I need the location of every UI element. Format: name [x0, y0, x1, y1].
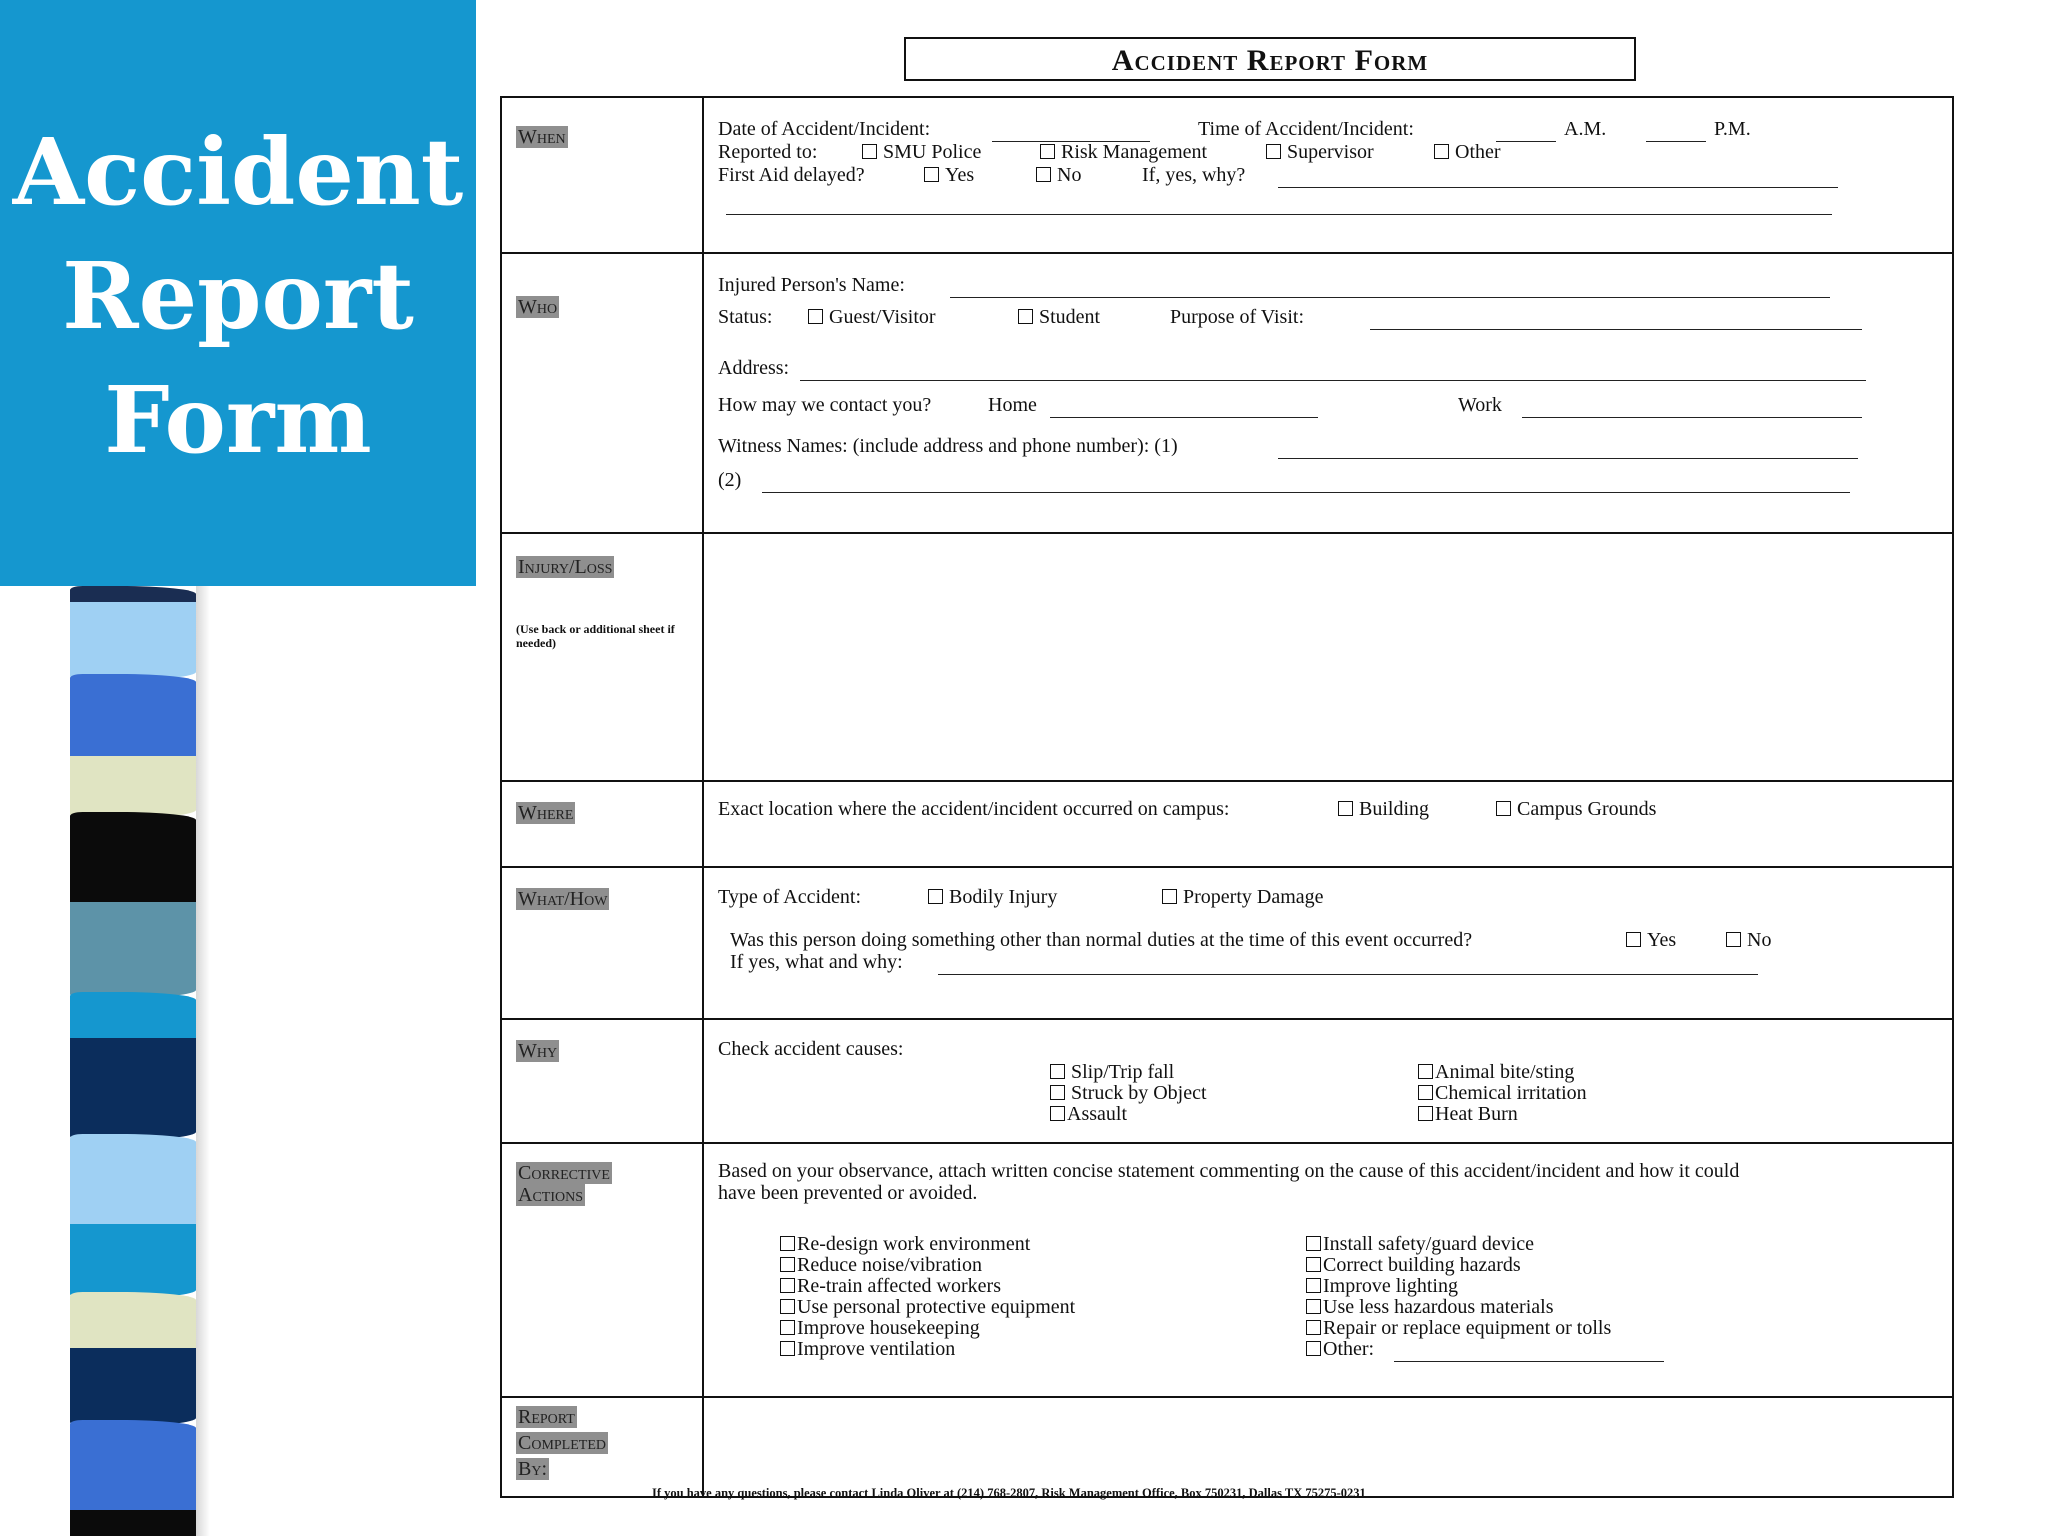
cause-struck-by-object[interactable]	[1050, 1082, 1207, 1105]
injured-name-line[interactable]	[950, 297, 1830, 298]
reported-risk-management[interactable]	[1040, 141, 1207, 164]
action-less-hazardous[interactable]	[1306, 1296, 1553, 1319]
cause-slip-trip[interactable]	[1050, 1061, 1174, 1084]
first-aid-no[interactable]	[1036, 164, 1081, 187]
address-line[interactable]	[800, 380, 1866, 381]
normal-duties-yes[interactable]	[1626, 929, 1676, 952]
contact-footer: If you have any questions, please contact Linda Oliver at (214) 768-2807, Risk Management Office, Box 750231, Dallas TX 75275-0231	[652, 1486, 1366, 1500]
injured-name-label: Injured Person's Name:	[718, 274, 905, 296]
stripe-shadow	[196, 586, 210, 1536]
option-label: Property Damage	[1183, 886, 1324, 908]
checkbox[interactable]	[1418, 1064, 1433, 1079]
section-label-corrective: Corrective	[518, 1162, 610, 1184]
decorative-stripe-column	[70, 586, 196, 1536]
section-where	[502, 782, 1952, 868]
section-label-actions: Actions	[518, 1184, 584, 1206]
work-phone-line[interactable]	[1522, 417, 1862, 418]
section-when	[502, 98, 1952, 254]
checkbox[interactable]	[862, 144, 877, 159]
corrective-instruction-line-1: Based on your observance, attach written concise statement commenting on the cause of this accident/incident and how it could	[718, 1160, 1740, 1182]
option-label: Re-train affected workers	[797, 1275, 1001, 1297]
reported-to-label: Reported to:	[718, 141, 818, 163]
date-label: Date of Accident/Incident:	[718, 118, 931, 140]
option-label: SMU Police	[883, 141, 982, 163]
cause-assault[interactable]	[1050, 1103, 1127, 1126]
slide-title-line-1: Accident	[12, 118, 464, 226]
action-ppe[interactable]	[780, 1296, 1075, 1319]
label-cell	[502, 534, 704, 780]
first-aid-reason-line-2[interactable]	[726, 214, 1832, 215]
why-content	[718, 1020, 1942, 1142]
stripe-band	[70, 992, 196, 1044]
option-label: Assault	[1067, 1103, 1127, 1125]
home-phone-line[interactable]	[1050, 417, 1318, 418]
option-label: Chemical irritation	[1435, 1082, 1587, 1104]
section-label-why: Why	[518, 1040, 558, 1062]
checkbox[interactable]	[1306, 1299, 1321, 1314]
normal-duties-question: Was this person doing something other than normal duties at the time of this event occurred?	[730, 929, 1473, 951]
section-why	[502, 1020, 1952, 1144]
injury-description-area[interactable]	[718, 534, 1942, 780]
reported-supervisor[interactable]	[1266, 141, 1374, 164]
label-cell	[502, 1144, 704, 1396]
checkbox[interactable]	[1040, 144, 1055, 159]
option-label: No	[1747, 929, 1772, 951]
option-label: Improve housekeeping	[797, 1317, 980, 1339]
label-cell	[502, 782, 704, 866]
label-cell	[502, 1020, 704, 1142]
option-label: Yes	[945, 164, 975, 186]
checkbox[interactable]	[1036, 167, 1051, 182]
checkbox[interactable]	[1338, 801, 1353, 816]
label-cell	[502, 98, 704, 252]
checkbox[interactable]	[928, 889, 943, 904]
section-injury-loss	[502, 534, 1952, 782]
when-content	[718, 98, 1942, 252]
option-label: Slip/Trip fall	[1071, 1061, 1175, 1083]
first-aid-label: First Aid delayed?	[718, 164, 865, 186]
corrective-content	[718, 1144, 1942, 1396]
checkbox[interactable]	[1418, 1085, 1433, 1100]
corrective-instruction-line-2: have been prevented or avoided.	[718, 1182, 978, 1204]
checkbox[interactable]	[1306, 1341, 1321, 1356]
if-yes-why-label: If, yes, why?	[1142, 164, 1246, 186]
action-retrain[interactable]	[780, 1275, 1001, 1298]
label-cell	[502, 254, 704, 532]
checkbox[interactable]	[1018, 309, 1033, 324]
witness-label: Witness Names: (include address and phone number): (1)	[718, 435, 1178, 457]
stripe-band	[70, 1348, 196, 1426]
time-am-input-line[interactable]	[1496, 141, 1556, 142]
location-campus-grounds[interactable]	[1496, 798, 1656, 821]
injury-note: (Use back or additional sheet if needed)	[516, 622, 675, 650]
where-content	[718, 782, 1942, 866]
status-label: Status:	[718, 306, 773, 328]
work-label: Work	[1458, 394, 1502, 416]
section-report-completed-by	[502, 1398, 1952, 1496]
contact-label: How may we contact you?	[718, 394, 932, 416]
witness-2-label: (2)	[718, 469, 742, 491]
stripe-band	[70, 1134, 196, 1230]
checkbox[interactable]	[808, 309, 823, 324]
checkbox[interactable]	[780, 1299, 795, 1314]
stripe-band	[70, 1038, 196, 1140]
action-repair-equipment[interactable]	[1306, 1317, 1611, 1340]
accident-report-form	[500, 96, 1954, 1498]
section-label-by: By:	[518, 1458, 548, 1480]
option-label: Heat Burn	[1435, 1103, 1518, 1125]
stripe-band	[70, 602, 196, 680]
option-label: Improve ventilation	[797, 1338, 956, 1360]
label-cell	[502, 868, 704, 1018]
address-label: Address:	[718, 357, 790, 379]
first-aid-yes[interactable]	[924, 164, 974, 187]
checkbox[interactable]	[1050, 1085, 1065, 1100]
option-label: Reduce noise/vibration	[797, 1254, 982, 1276]
reported-smu-police[interactable]	[862, 141, 981, 164]
checkbox[interactable]	[924, 167, 939, 182]
stripe-band	[70, 902, 196, 998]
stripe-band	[70, 1420, 196, 1516]
slide-title-line-2: Report	[62, 242, 414, 350]
what-why-line[interactable]	[938, 974, 1758, 975]
causes-label: Check accident causes:	[718, 1038, 904, 1060]
checkbox[interactable]	[780, 1341, 795, 1356]
section-what-how	[502, 868, 1952, 1020]
status-guest-visitor[interactable]	[808, 306, 936, 329]
witness-1-line[interactable]	[1278, 458, 1858, 459]
reported-other[interactable]	[1434, 141, 1501, 164]
location-label: Exact location where the accident/incident occurred on campus:	[718, 798, 1230, 820]
am-label: A.M.	[1564, 118, 1607, 140]
checkbox[interactable]	[1726, 932, 1741, 947]
section-who	[502, 254, 1952, 534]
checkbox[interactable]	[780, 1257, 795, 1272]
option-label: No	[1057, 164, 1082, 186]
time-pm-input-line[interactable]	[1646, 141, 1706, 142]
option-label: Re-design work environment	[797, 1233, 1031, 1255]
option-label: Use personal protective equipment	[797, 1296, 1076, 1318]
option-label: Yes	[1647, 929, 1677, 951]
what-why-label: If yes, what and why:	[730, 951, 903, 973]
accident-type-label: Type of Accident:	[718, 886, 861, 908]
stripe-band	[70, 674, 196, 762]
action-other[interactable]	[1306, 1338, 1374, 1361]
checkbox[interactable]	[1162, 889, 1177, 904]
section-label-where: Where	[518, 802, 574, 824]
cause-animal-bite[interactable]	[1418, 1061, 1574, 1084]
location-building[interactable]	[1338, 798, 1429, 821]
option-label: Correct building hazards	[1323, 1254, 1521, 1276]
option-label: Struck by Object	[1071, 1082, 1207, 1104]
action-ventilation[interactable]	[780, 1338, 955, 1361]
stripe-band	[70, 812, 196, 908]
first-aid-reason-line[interactable]	[1278, 187, 1838, 188]
option-label: Use less hazardous materials	[1323, 1296, 1554, 1318]
checkbox[interactable]	[1626, 932, 1641, 947]
normal-duties-no[interactable]	[1726, 929, 1771, 952]
cause-heat-burn[interactable]	[1418, 1103, 1518, 1126]
checkbox[interactable]	[1306, 1320, 1321, 1335]
section-label-report: Report	[518, 1406, 575, 1428]
checkbox[interactable]	[780, 1236, 795, 1251]
purpose-line[interactable]	[1370, 329, 1862, 330]
checkbox[interactable]	[1306, 1236, 1321, 1251]
purpose-label: Purpose of Visit:	[1170, 306, 1304, 328]
checkbox[interactable]	[1306, 1278, 1321, 1293]
section-label-when: When	[518, 126, 566, 148]
completed-by-field[interactable]	[718, 1398, 1942, 1496]
action-redesign[interactable]	[780, 1233, 1030, 1256]
option-label: Repair or replace equipment or tolls	[1323, 1317, 1612, 1339]
option-label: Risk Management	[1061, 141, 1208, 163]
section-label-who: Who	[518, 296, 558, 318]
section-label-injury-loss: Injury/Loss	[518, 556, 613, 578]
witness-2-line[interactable]	[762, 492, 1850, 493]
who-content	[718, 254, 1942, 532]
option-label: Bodily Injury	[949, 886, 1058, 908]
stripe-band	[70, 1510, 196, 1536]
checkbox[interactable]	[780, 1278, 795, 1293]
action-building-hazards[interactable]	[1306, 1254, 1521, 1277]
action-housekeeping[interactable]	[780, 1317, 980, 1340]
pm-label: P.M.	[1714, 118, 1751, 140]
checkbox[interactable]	[1418, 1106, 1433, 1121]
option-label: Supervisor	[1287, 141, 1374, 163]
section-label-completed: Completed	[518, 1432, 607, 1454]
checkbox[interactable]	[1306, 1257, 1321, 1272]
stripe-band	[70, 1292, 196, 1354]
checkbox[interactable]	[1434, 144, 1449, 159]
option-label: Other	[1455, 141, 1501, 163]
checkbox[interactable]	[1496, 801, 1511, 816]
option-label: Campus Grounds	[1517, 798, 1657, 820]
option-label: Install safety/guard device	[1323, 1233, 1535, 1255]
slide-title-line-3: Form	[104, 366, 372, 474]
option-label: Other:	[1323, 1338, 1375, 1360]
checkbox[interactable]	[780, 1320, 795, 1335]
what-how-content	[718, 868, 1942, 1018]
cause-chemical-irritation[interactable]	[1418, 1082, 1587, 1105]
label-cell	[502, 1398, 704, 1496]
checkbox[interactable]	[1266, 144, 1281, 159]
type-bodily-injury[interactable]	[928, 886, 1057, 909]
home-label: Home	[988, 394, 1037, 416]
action-safety-device[interactable]	[1306, 1233, 1534, 1256]
checkbox[interactable]	[1050, 1106, 1065, 1121]
status-student[interactable]	[1018, 306, 1100, 329]
form-title: Accident Report Form	[904, 37, 1636, 81]
time-label: Time of Accident/Incident:	[1198, 118, 1414, 140]
stripe-band	[70, 756, 196, 818]
option-label: Improve lighting	[1323, 1275, 1458, 1297]
checkbox[interactable]	[1050, 1064, 1065, 1079]
title-panel	[0, 0, 476, 586]
option-label: Guest/Visitor	[829, 306, 936, 328]
option-label: Student	[1039, 306, 1101, 328]
action-lighting[interactable]	[1306, 1275, 1458, 1298]
action-reduce-noise[interactable]	[780, 1254, 982, 1277]
section-label-what-how: What/How	[518, 888, 608, 910]
action-other-line[interactable]	[1394, 1361, 1664, 1362]
slide-title	[0, 110, 476, 482]
stripe-band	[70, 1224, 196, 1298]
option-label: Animal bite/sting	[1435, 1061, 1575, 1083]
type-property-damage[interactable]	[1162, 886, 1324, 909]
option-label: Building	[1359, 798, 1430, 820]
section-corrective-actions	[502, 1144, 1952, 1398]
